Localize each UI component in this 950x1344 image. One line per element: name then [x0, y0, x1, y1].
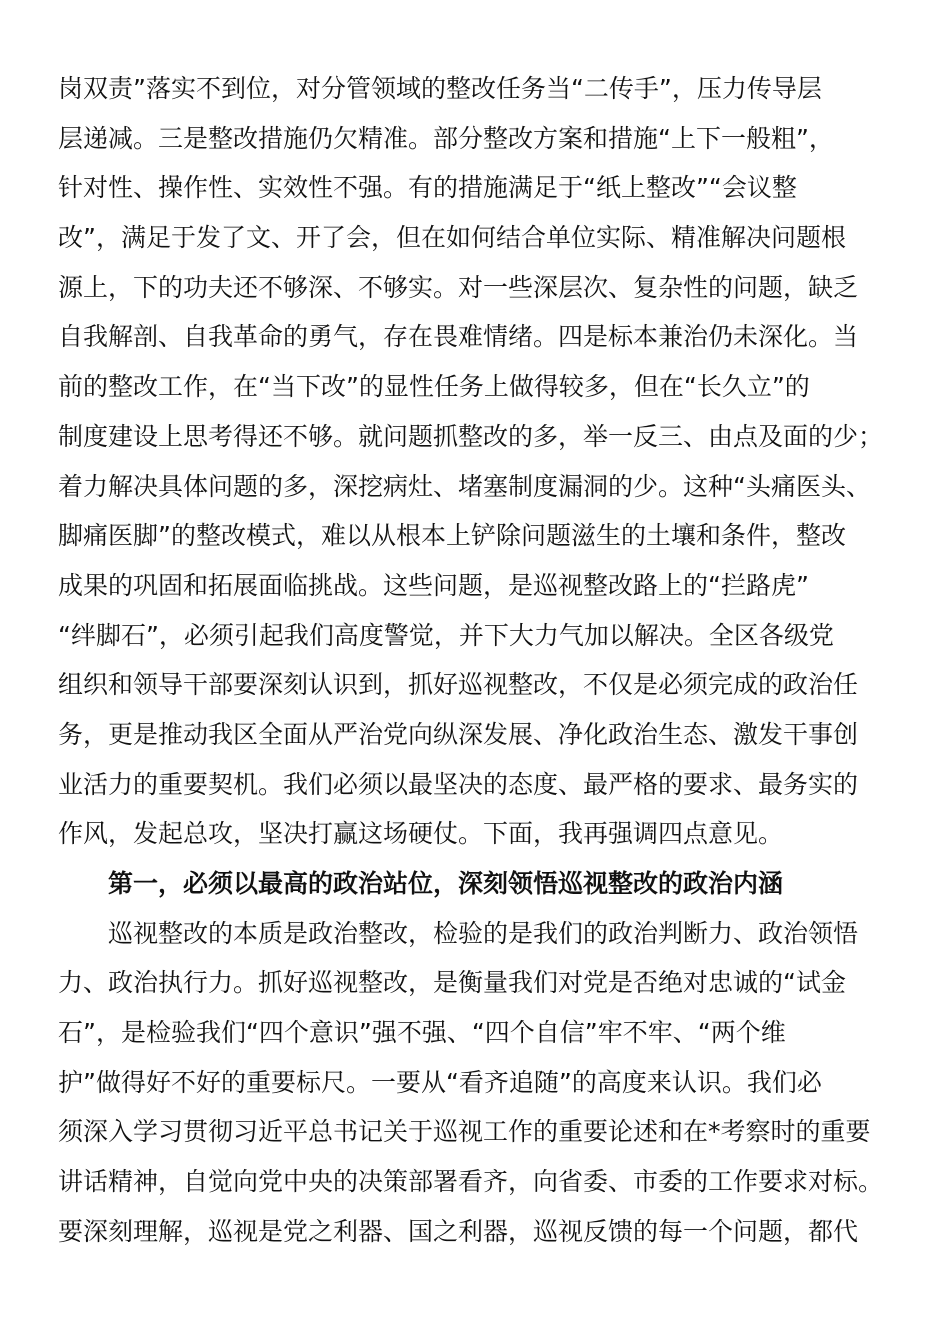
text-line: 岗双责”落实不到位，对分管领域的整改任务当“二传手”，压力传导层	[58, 74, 822, 103]
text-line: 讲话精神，自觉向党中央的决策部署看齐，向省委、市委的工作要求对标。	[58, 1167, 884, 1197]
text-line: 制度建设上思考得还不够。就问题抓整改的多，举一反三、由点及面的少；	[58, 421, 884, 451]
text-line: 源上，下的功夫还不够深、不够实。对一些深层次、复杂性的问题，缺乏	[58, 272, 859, 302]
text-line: 自我解剖、自我革命的勇气，存在畏难情绪。四是标本兼治仍未深化。当	[58, 322, 859, 352]
text-line: 业活力的重要契机。我们必须以最坚决的态度、最严格的要求、最务实的	[58, 769, 859, 799]
text-line: 务，更是推动我区全面从严治党向纵深发展、净化政治生态、激发干事创	[58, 719, 859, 749]
text-line: 组织和领导干部要深刻认识到，抓好巡视整改，不仅是必须完成的政治任	[58, 670, 859, 700]
text-line: 改”，满足于发了文、开了会，但在如何结合单位实际、精准解决问题根	[58, 223, 846, 253]
text-line: 护”做得好不好的重要标尺。一要从“看齐追随”的高度来认识。我们必	[58, 1067, 822, 1097]
document-body	[58, 64, 898, 1257]
text-line: 着力解决具体问题的多，深挖病灶、堵塞制度漏洞的少。这种“头痛医头、	[58, 471, 871, 501]
text-line: 成果的巩固和拓展面临挑战。这些问题，是巡视整改路上的“拦路虎”	[58, 570, 809, 600]
text-line: 作风，发起总攻，坚决打赢这场硬仗。下面，我再强调四点意见。	[58, 819, 784, 849]
text-line: 石”，是检验我们“四个意识”强不强、“四个自信”牢不牢、“两个维	[58, 1018, 786, 1048]
text-line: 巡视整改的本质是政治整改，检验的是我们的政治判断力、政治领悟	[108, 918, 859, 948]
text-line: 针对性、操作性、实效性不强。有的措施满足于“纸上整改”“会议整	[58, 173, 797, 203]
text-line: 须深入学习贯彻习近平总书记关于巡视工作的重要论述和在*考察时的重要	[58, 1117, 871, 1147]
text-line: 层递减。三是整改措施仍欠精准。部分整改方案和措施“上下一般粗”，	[58, 123, 834, 153]
text-line: 前的整改工作，在“当下改”的显性任务上做得较多，但在“长久立”的	[58, 372, 810, 402]
text-line: 脚痛医脚”的整改模式，难以从根本上铲除问题滋生的土壤和条件，整改	[58, 521, 846, 551]
text-line: “绊脚石”，必须引起我们高度警觉，并下大力气加以解决。全区各级党	[58, 620, 834, 650]
text-line: 力、政治执行力。抓好巡视整改，是衡量我们对党是否绝对忠诚的“试金	[58, 968, 846, 998]
section-heading: 第一，必须以最高的政治站位，深刻领悟巡视整改的政治内涵	[108, 869, 784, 898]
text-line: 要深刻理解，巡视是党之利器、国之利器，巡视反馈的每一个问题，都代	[58, 1216, 859, 1246]
